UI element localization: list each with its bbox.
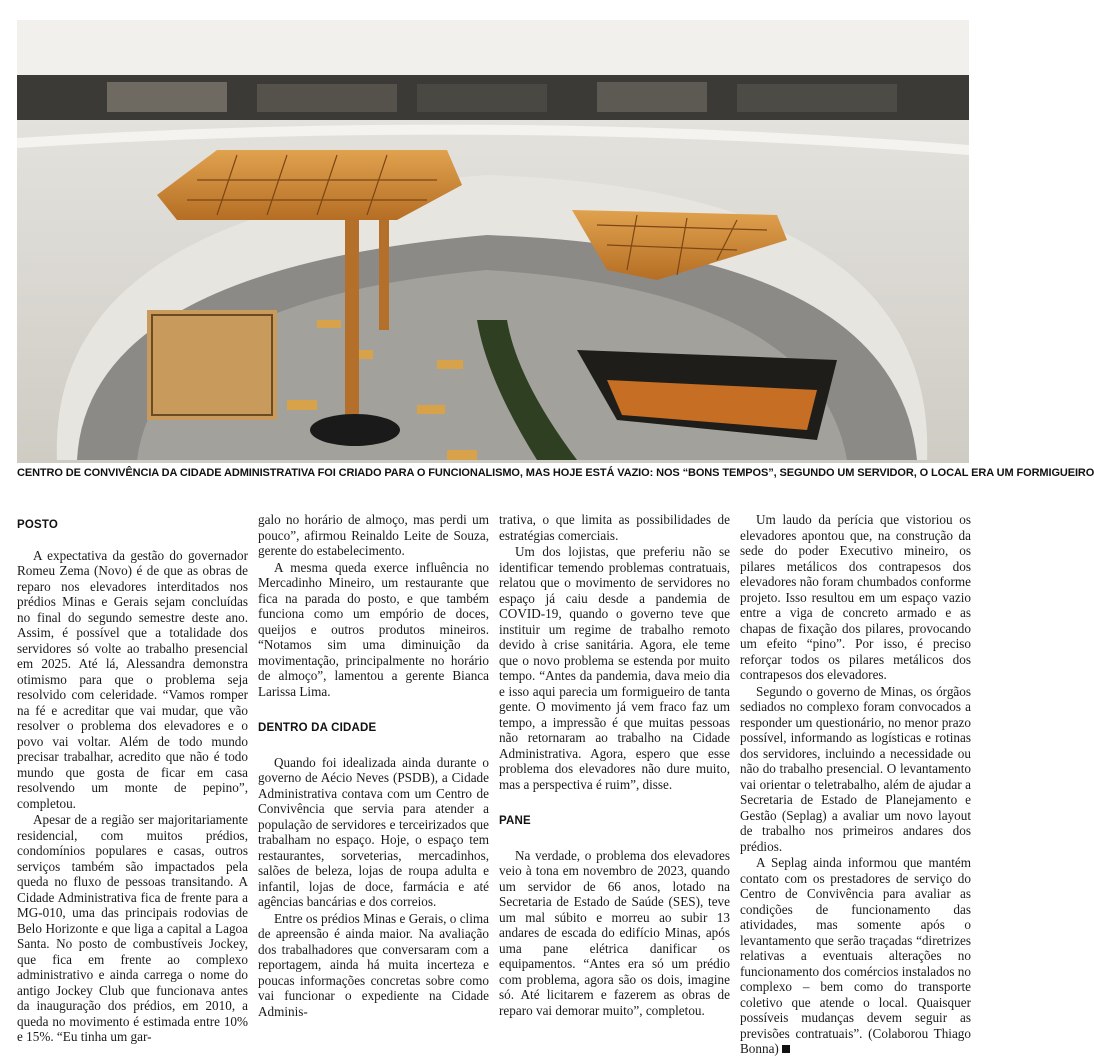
paragraph-final xyxy=(740,855,971,1057)
column-1 xyxy=(17,512,248,1044)
section-heading-dentro-da-cidade: DENTRO DA CIDADE xyxy=(258,722,377,734)
paragraph: galo no horário de almoço, mas perdi um pouco”, afirmou Reinaldo Leite de Souza, gerente do estabelecimento. xyxy=(258,512,489,558)
section-heading-pane: PANE xyxy=(499,815,531,827)
atrium-photo xyxy=(17,20,969,463)
column-4 xyxy=(740,512,971,1056)
paragraph: Um laudo da perícia que vistoriou os elevadores apontou que, na construção da sede do poder Executivo mineiro, os pilares metálicos dos contrapesos dos elevadores não foram chumbados conforme projeto. Isso resultou em um espaço vazio entre a viga de concreto armado e as chapas de fixação dos pilares, provocando um efeito “pino”. Por isso, é preciso reforçar todos os pilares metálicos dos contrapesos dos elevadores. xyxy=(740,512,971,682)
paragraph-text: A Seplag ainda informou que mantém contato com os prestadores de serviço do Centro de Convivência para avaliar as condições de funcionamento das atividades, mas somente após o levantamento que serão traçadas “diretrizes relativas a eventuais alterações no funcionamento dos comércios instalados no complexo – bem como do transporte coletivo que atende o local. Quaisquer possíveis mudanças devem seguir as previsões contratuais”. xyxy=(740,855,971,1041)
atrium-photo-icon xyxy=(17,20,969,463)
column-3 xyxy=(499,512,730,1018)
paragraph: Um dos lojistas, que preferiu não se identificar temendo problemas contratuais, relatou que o movimento de servidores no espaço já caiu desde a pandemia de COVID-19, quando o governo teve que instituir um regime de trabalho remoto devido à crise sanitária. Agora, ele teme que o novo problema se estenda por muito tempo. “Antes da pandemia, dava meio dia e isso aqui parecia um formigueiro de tanta gente. O movimento já vem fraco faz um tempo, a impressão é que muitas pessoas não retornaram ao trabalho na Cidade Administrativa. Agora, espero que esse problema dos elevadores não dure muito, mas a perspectiva é ruim”, disse. xyxy=(499,544,730,792)
photo-caption: CENTRO DE CONVIVÊNCIA DA CIDADE ADMINISTRATIVA FOI CRIADO PARA O FUNCIONALISMO, MAS HOJE ESTÁ VAZIO: NOS “BONS TEMPOS”, SEGUNDO UM SERVIDOR, O LOCAL ERA UM FORMIGUEIRO xyxy=(17,467,1094,479)
paragraph: Segundo o governo de Minas, os órgãos sediados no complexo foram convocados a responder um questionário, no menor prazo possível, informando as logísticas e rotinas dos servidores, incluindo a necessidade ou não do trabalho presencial. O levantamento vai orientar o teletrabalho, além de ajudar a Secretaria de Estado de Planejamento e Gestão (Seplag) a avaliar um novo layout de trabalho nos primeiros andares dos prédios. xyxy=(740,683,971,854)
paragraph: Apesar de a região ser majoritariamente residencial, com muitos prédios, condomínios populares e casas, outros serviços também são impactados pela queda no fluxo de pessoas transitando. A Cidade Administrativa fica de frente para a MG-010, uma das principais rodovias de Belo Horizonte e que liga a capital a Lagoa Santa. No posto de combustíveis Jockey, que fica em frente ao complexo administrativo e ainda carrega o nome do antigo Jockey Club que funcionava antes da inauguração dos prédios, em 2010, a queda no movimento é estimada entre 10% e 15%. “Eu tinha um gar- xyxy=(17,812,248,1044)
column-2 xyxy=(258,512,489,1019)
paragraph: A mesma queda exerce influência no Mercadinho Mineiro, um restaurante que fica na parada do posto, e que também funciona como um empório de doces, queijos e outros produtos mineiros. “Notamos sim uma diminuição da movimentação, principalmente no horário de almoço”, lamentou a gerente Bianca Larissa Lima. xyxy=(258,559,489,699)
paragraph: A expectativa da gestão do governador Romeu Zema (Novo) é de que as obras de reparo nos elevadores interditados nos prédios Minas e Gerais sejam concluídas no final do segundo semestre deste ano. Assim, é possível que a totalidade dos servidores só volte ao trabalho presencial em 2025. Até lá, Alessandra demonstra otimismo para que o problema seja resolvido com celeridade. “Vamos romper na fé e acreditar que vai mudar, que vão resolver o problema dos elevadores e o povo vai voltar. Além de todo mundo precisar trabalhar, acredito que não é todo mundo que gosta de ficar em casa resolvendo um monte de pepino”, completou. xyxy=(17,547,248,811)
paragraph: Entre os prédios Minas e Gerais, o clima de apreensão é ainda maior. Na avaliação dos trabalhadores que conversaram com a reportagem, ainda há muita incerteza e poucas informações concretas sobre como vai funcionar o expediente na Cidade Adminis- xyxy=(258,910,489,1019)
end-mark-icon xyxy=(782,1045,790,1053)
section-heading-posto: POSTO xyxy=(17,519,59,531)
paragraph: Quando foi idealizada ainda durante o governo de Aécio Neves (PSDB), a Cidade Administrativa contava com um Centro de Convivência que servia para atender a população de servidores e terceirizados que trabalham no espaço. Hoje, o espaço tem restaurantes, sorveterias, mercadinhos, salões de beleza, lojas de roupa adulta e infantil, lojas de doce, farmácia e até agências bancárias e dos correios. xyxy=(258,754,489,909)
paragraph: trativa, o que limita as possibilidades de estratégias comerciais. xyxy=(499,512,730,543)
paragraph: Na verdade, o problema dos elevadores veio à tona em novembro de 2023, quando um servidor de 66 anos, lotado na Secretaria de Estado de Saúde (SES), teve um mal súbito e morreu ao subir 13 andares de escada do edifício Minas, após uma pane elétrica danificar os equipamentos. “Antes era só um prédio com problema, agora são os dois, imagine só. Até licitarem e fazerem as obras de reparo vai demorar muito”, completou. xyxy=(499,847,730,1018)
credit-line: (Colaborou Thiago Bonna) xyxy=(740,1025,971,1056)
